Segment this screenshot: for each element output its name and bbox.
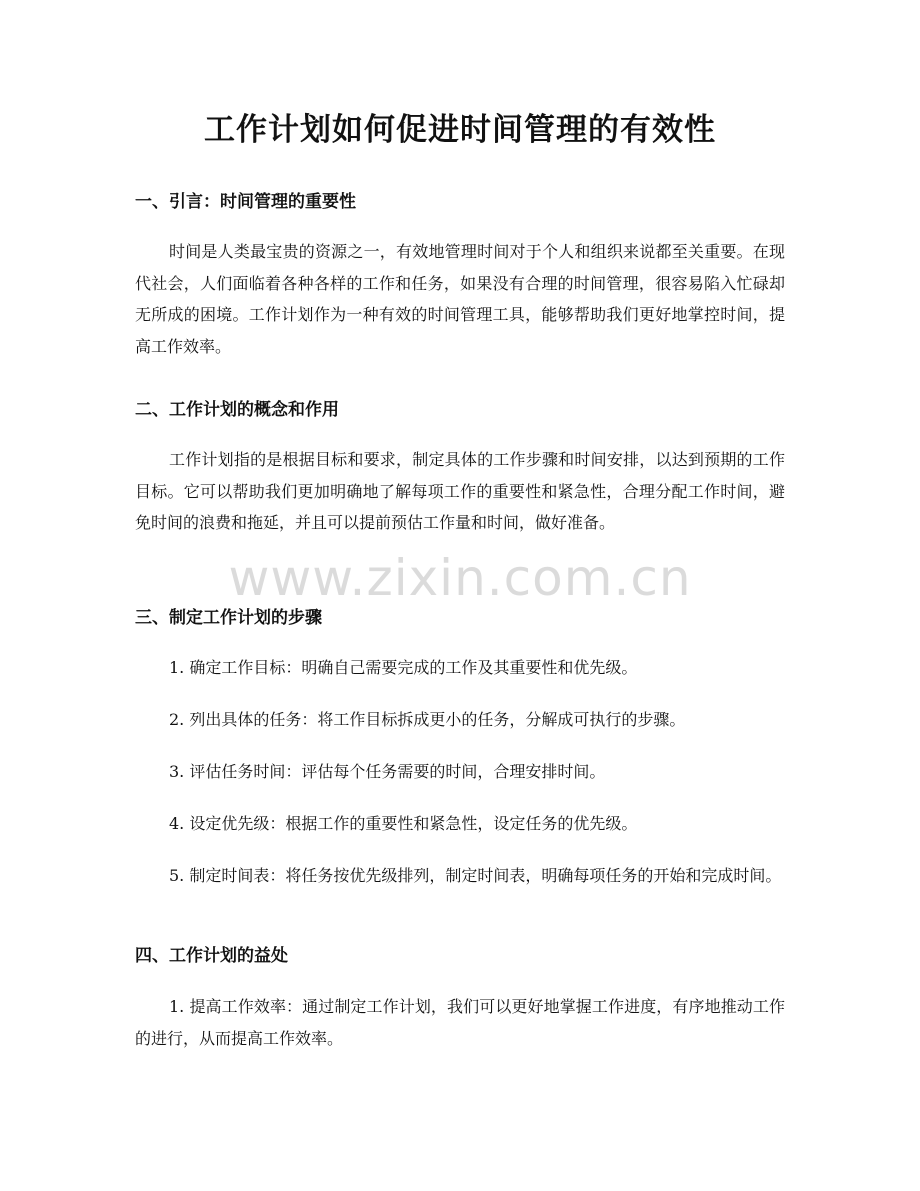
list-item: 5. 制定时间表：将任务按优先级排列，制定时间表，明确每项任务的开始和完成时间。 bbox=[169, 866, 782, 885]
section-heading-benefits: 四、工作计划的益处 bbox=[135, 946, 288, 966]
list-item: 3. 评估任务时间：评估每个任务需要的时间，合理安排时间。 bbox=[169, 762, 606, 781]
list-item: 2. 列出具体的任务：将工作目标拆成更小的任务，分解成可执行的步骤。 bbox=[169, 710, 686, 729]
section-heading-introduction: 一、引言：时间管理的重要性 bbox=[135, 192, 356, 212]
list-item: 1. 确定工作目标：明确自己需要完成的工作及其重要性和优先级。 bbox=[169, 658, 638, 677]
page-title: 工作计划如何促进时间管理的有效性 bbox=[204, 112, 716, 148]
section-heading-steps: 三、制定工作计划的步骤 bbox=[135, 608, 322, 628]
list-item: 1. 提高工作效率：通过制定工作计划，我们可以更好地掌握工作进度，有序地推动工作的进行，从而提高工作效率。 bbox=[135, 997, 785, 1048]
section-paragraph-introduction: 时间是人类最宝贵的资源之一，有效地管理时间对于个人和组织来说都至关重要。在现代社会，人们面临着各种各样的工作和任务，如果没有合理的时间管理，很容易陷入忙碌却无所成的困境。工作计划作为一种有效的时间管理工具，能够帮助我们更好地掌控时间，提高工作效率。 bbox=[135, 242, 785, 356]
section-paragraph-concept: 工作计划指的是根据目标和要求，制定具体的工作步骤和时间安排，以达到预期的工作目标。它可以帮助我们更加明确地了解每项工作的重要性和紧急性，合理分配工作时间，避免时间的浪费和拖延，并且可以提前预估工作量和时间，做好准备。 bbox=[135, 450, 785, 532]
watermark-text: www.zixin.com.cn bbox=[228, 549, 692, 607]
list-item: 4. 设定优先级：根据工作的重要性和紧急性，设定任务的优先级。 bbox=[169, 814, 638, 833]
section-heading-concept: 二、工作计划的概念和作用 bbox=[135, 400, 339, 420]
